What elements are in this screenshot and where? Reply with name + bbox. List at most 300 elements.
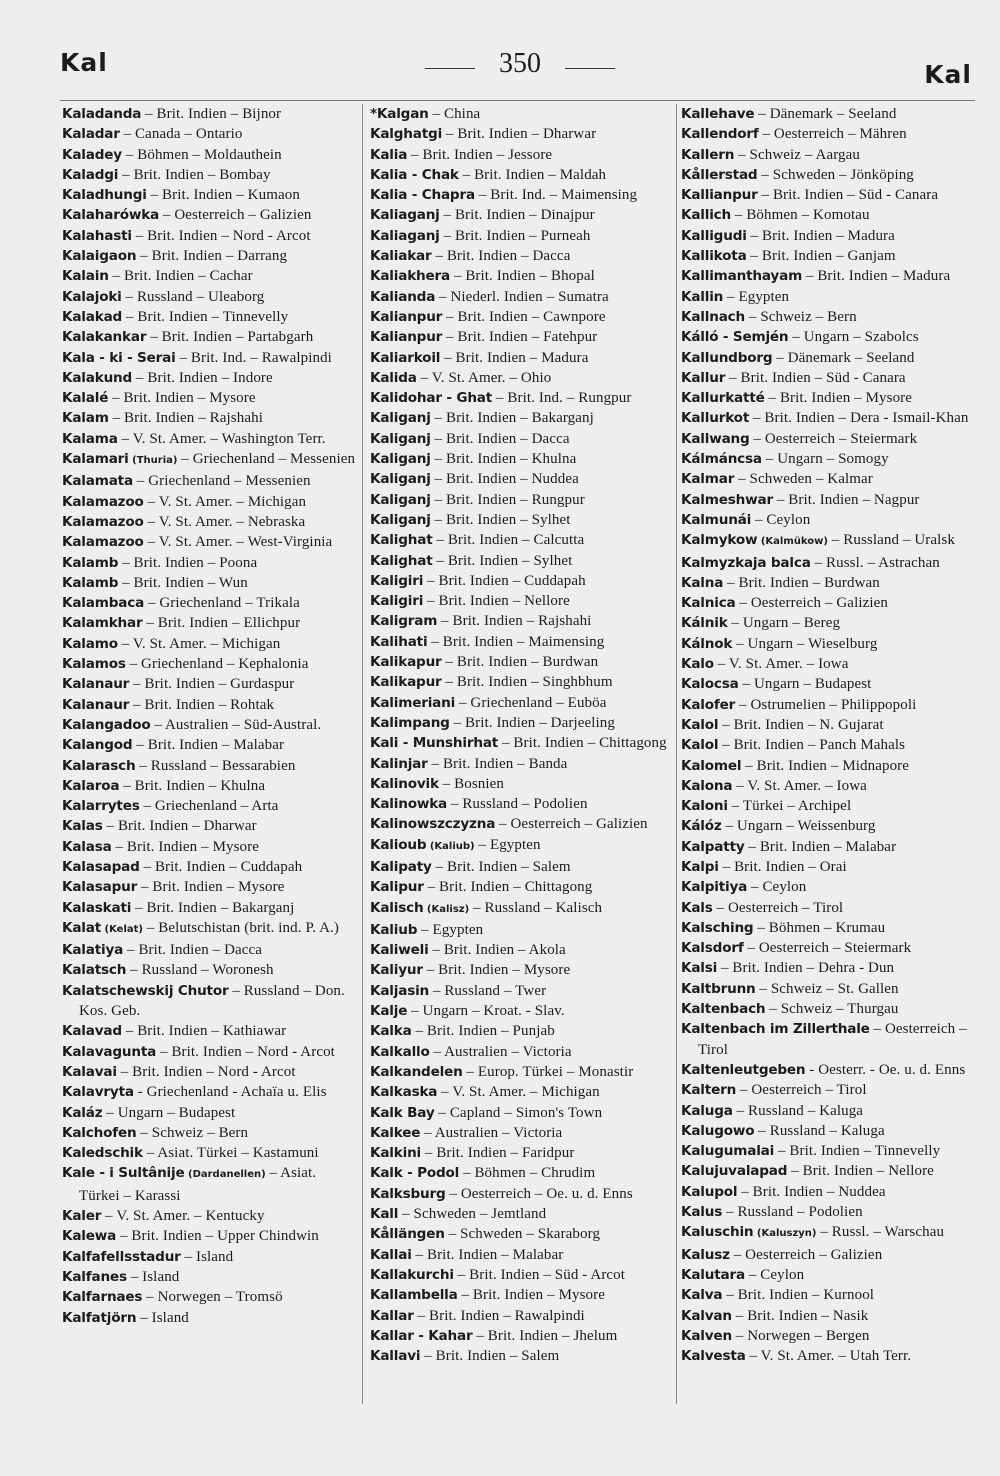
gazetteer-entry [370, 165, 672, 185]
entry-location: – Belutschistan (brit. ind. P. A.) [142, 919, 339, 936]
entry-name: Kalalé [62, 390, 109, 407]
entry-location: – Brit. Indien – Nagpur [772, 491, 920, 508]
gazetteer-entry [62, 1247, 358, 1267]
entry-location: – Oesterreich – Tirol [712, 899, 844, 916]
gazetteer-entry [681, 837, 974, 857]
entry-location: – Oesterreich – Tirol [736, 1082, 867, 1099]
entry-name: Kaliganj [370, 451, 431, 468]
entry-location: – Griechenland – Arta [139, 798, 279, 815]
entry-name: Kalomel [681, 757, 742, 774]
entry-name: Kaltenbach im Zillerthale [681, 1021, 870, 1038]
entry-location: – Canada – Ontario [119, 126, 243, 143]
gazetteer-entry [681, 1245, 974, 1265]
entry-location: – Brit. Indien – Panch Mahals [718, 737, 906, 754]
entry-name: Kalamb [62, 574, 119, 591]
entry-location: – Brit. Indien – Dinajpur [439, 207, 595, 224]
entry-location: – Brit. Indien – Nord - Arcot [116, 1063, 296, 1080]
entry-location: – Brit. Indien – Rajshahi [437, 613, 592, 630]
entry-location: – Brit. Indien – Dharwar [442, 126, 597, 143]
gazetteer-entry [370, 940, 672, 960]
gazetteer-entry [681, 1346, 974, 1366]
entry-name: Kalasapad [62, 858, 140, 875]
gazetteer-entry [370, 185, 672, 205]
entry-location: – Brit. Indien – Punjab [411, 1023, 555, 1040]
entry-location: – Brit. Indien – Sylhet [430, 511, 571, 528]
entry-name: Kallundborg [681, 349, 773, 366]
gazetteer-entry [62, 695, 358, 715]
entry-name: Kalipaty [370, 858, 432, 875]
entry-location: – Norwegen – Bergen [731, 1327, 870, 1344]
entry-location: – Ceylon [751, 511, 811, 528]
gazetteer-entry [62, 960, 358, 980]
gazetteer-entry [681, 1285, 974, 1305]
gazetteer-entry [681, 165, 974, 185]
entry-name: Kalkaska [370, 1084, 438, 1101]
entry-name: Kaliganj [370, 491, 431, 508]
gazetteer-entry [681, 348, 974, 368]
entry-location: – Ceylon [747, 879, 807, 896]
entry-name: Kalsching [681, 919, 754, 936]
column-3 [681, 104, 974, 1366]
entry-name: Kallai [370, 1246, 412, 1263]
entry-location: – V. St. Amer. – Michigan [117, 635, 281, 652]
gazetteer-entry [681, 1060, 974, 1080]
entry-name: Kalia - Chapra [370, 187, 475, 204]
header-left-catchword: Kal [60, 48, 108, 77]
gazetteer-entry [370, 1103, 672, 1123]
gazetteer-entry [681, 958, 974, 978]
entry-location: – Schweiz – Thurgau [765, 1001, 899, 1018]
entry-location: – V. St. Amer. – Nebraska [143, 513, 306, 530]
gazetteer-entry [370, 981, 672, 1001]
gazetteer-entry [370, 1062, 672, 1082]
entry-location: – Brit. Indien – Mysore [137, 879, 285, 896]
entry-name: Kaler [62, 1208, 102, 1225]
entry-name: Kalatiya [62, 942, 124, 959]
gazetteer-entry [62, 145, 358, 165]
entry-name: Kalfafellsstadur [62, 1248, 181, 1265]
gazetteer-entry [681, 1019, 974, 1060]
entry-name: Kalven [681, 1327, 732, 1344]
entry-location: – Brit. Indien – Upper Chindwin [116, 1228, 319, 1245]
gazetteer-entry [62, 796, 358, 816]
gazetteer-entry [370, 1001, 672, 1021]
gazetteer-entry [681, 1161, 974, 1181]
entry-alt-name: (Kelat) [101, 923, 143, 935]
entry-location: – Russland – Kaluga [732, 1102, 864, 1119]
page-header [0, 46, 1000, 90]
gazetteer-entry [681, 449, 974, 469]
entry-location: – Türkei – Archipel [727, 798, 852, 815]
entry-location: – Brit. Indien – Salem [420, 1348, 560, 1365]
gazetteer-entry [681, 408, 974, 428]
gazetteer-entry [681, 246, 974, 266]
entry-location: – Böhmen – Komotau [731, 207, 870, 224]
entry-location: – Brit. Indien – Cuddapah [423, 572, 586, 589]
entry-name: Kallar [370, 1307, 414, 1324]
entry-location: – Griechenland – Trikala [144, 595, 300, 612]
gazetteer-entry [370, 1184, 672, 1204]
entry-name: Kalinowka [370, 796, 448, 813]
page-number: 350 [499, 48, 541, 79]
gazetteer-entry [370, 898, 672, 920]
entry-location: – Ostrumelien – Philippopoli [735, 696, 917, 713]
entry-location: – Oesterreich – Galizien [159, 207, 312, 224]
gazetteer-entry [681, 816, 974, 836]
entry-name: Kalupol [681, 1183, 738, 1200]
entry-location: – Brit. Indien – Partabgarh [146, 329, 314, 346]
gazetteer-entry [62, 512, 358, 532]
entry-location: – China [428, 106, 481, 122]
entry-location: – Russland – Podolien [722, 1204, 863, 1221]
entry-location: – Brit. Indien – Bombay [118, 166, 271, 183]
entry-name: Kalo [681, 656, 714, 673]
gazetteer-entry [370, 287, 672, 307]
gazetteer-entry [681, 307, 974, 327]
gazetteer-entry [681, 1080, 974, 1100]
entry-location: – Ungarn – Somogy [761, 451, 889, 468]
entry-name: Kala - ki - Serai [62, 349, 176, 366]
gazetteer-entry [62, 388, 358, 408]
entry-name: Kaliganj [370, 430, 431, 447]
entry-name: Kalmar [681, 471, 735, 488]
entry-name: Kalugumalai [681, 1143, 775, 1160]
gazetteer-entry [62, 1287, 358, 1307]
gazetteer-entry [370, 611, 672, 631]
entry-name: Kalahasti [62, 227, 132, 244]
entry-location: – Brit. Indien – Faridpur [421, 1145, 575, 1162]
entry-name: Kalaskati [62, 899, 132, 916]
entry-location: – Brit. Indien – Chittagong [498, 735, 667, 752]
entry-name: Kalavad [62, 1023, 122, 1040]
entry-location: – Griechenland – Messenien [177, 451, 356, 468]
gazetteer-entry [370, 1326, 672, 1346]
gazetteer-entry [62, 877, 358, 897]
entry-name: Kalarrytes [62, 798, 140, 815]
entry-name: Kalasapur [62, 879, 138, 896]
entry-name: Kaligiri [370, 593, 424, 610]
entry-location: – Brit. Ind. – Rungpur [492, 390, 632, 407]
entry-name: Kalva [681, 1287, 723, 1304]
entry-name: Kalk Bay [370, 1104, 435, 1121]
gazetteer-entry [370, 857, 672, 877]
entry-location: – Brit. Indien – Nuddea [737, 1183, 886, 1200]
gazetteer-entry [62, 492, 358, 512]
entry-name: Kalligudi [681, 227, 747, 244]
entry-name: Kaliganj [370, 471, 431, 488]
gazetteer-entry [681, 654, 974, 674]
gazetteer-entry [62, 1123, 358, 1143]
gazetteer-entry [62, 634, 358, 654]
gazetteer-entry [681, 104, 974, 124]
entry-location: – Ungarn – Szabolcs [788, 329, 919, 346]
entry-location: - Griechenland - Achaïa u. Elis [133, 1084, 327, 1101]
entry-name: Kalmykow [681, 532, 758, 549]
entry-location: – Brit. Indien – Salem [431, 858, 571, 875]
entry-name: Kalinovik [370, 775, 439, 792]
gazetteer-entry [370, 960, 672, 980]
gazetteer-entry [370, 348, 672, 368]
gazetteer-entry [681, 226, 974, 246]
gazetteer-entry [370, 1082, 672, 1102]
entry-location: – Egypten [417, 921, 484, 938]
header-right-catchword: Kal [924, 60, 972, 89]
gazetteer-entry [370, 591, 672, 611]
entry-name: Kalk - Podol [370, 1165, 460, 1182]
entry-name: Kalinjar [370, 755, 428, 772]
entry-location: – Bosnien [438, 775, 504, 792]
entry-name: Kalje [370, 1003, 408, 1020]
entry-name: Kaláz [62, 1104, 103, 1121]
entry-name: Kaltenbach [681, 1001, 766, 1018]
entry-name: Kalianda [370, 288, 436, 305]
gazetteer-entry [370, 449, 672, 469]
gazetteer-entry [681, 185, 974, 205]
entry-location: – Brit. Indien – Sylhet [432, 552, 573, 569]
gazetteer-entry [62, 593, 358, 613]
entry-name: Kalfarnaes [62, 1289, 143, 1306]
entry-name: Kals [681, 899, 713, 916]
gazetteer-entry [370, 1123, 672, 1143]
entry-name: Kalamazoo [62, 513, 144, 530]
entry-location: – Brit. Indien – Rawalpindi [413, 1307, 585, 1324]
entry-location: – V. St. Amer. – Iowa [713, 656, 849, 673]
gazetteer-entry [370, 388, 672, 408]
gazetteer-entry [62, 1226, 358, 1246]
gazetteer-entry [681, 1326, 974, 1346]
entry-location: – Brit. Indien – Bhopal [450, 268, 595, 285]
entry-name: Kaliub [370, 921, 418, 938]
entry-location: – Brit. Indien – Rungpur [430, 491, 585, 508]
gazetteer-entry [62, 898, 358, 918]
entry-location: – Brit. Indien – Ellichpur [142, 615, 301, 632]
entry-name: Kalanaur [62, 696, 130, 713]
entry-name: Kalipur [370, 879, 424, 896]
entry-name: Kallern [681, 146, 735, 163]
gazetteer-entry [370, 1143, 672, 1163]
entry-name: Kalioub [370, 836, 427, 853]
gazetteer-entry [62, 205, 358, 225]
entry-location: – Brit. Indien – Tinnevelly [774, 1143, 941, 1160]
entry-name: Kalanaur [62, 676, 130, 693]
entry-name: Kalusz [681, 1246, 730, 1263]
entry-name: Kaladhungi [62, 187, 147, 204]
entry-location: – Brit. Indien – Maldah [458, 166, 607, 183]
gazetteer-entry [62, 124, 358, 144]
entry-location: – Schweden – Jemtland [398, 1206, 547, 1223]
entry-name: Kálnik [681, 615, 728, 632]
entry-name: Kali - Munshirhat [370, 735, 499, 752]
gazetteer-entry [681, 1306, 974, 1326]
entry-location: – V. St. Amer. – Kentucky [101, 1208, 265, 1225]
entry-name: Kalikapur [370, 674, 442, 691]
gazetteer-entry [681, 756, 974, 776]
entry-name: Kalol [681, 737, 719, 754]
entry-location: – Brit. Indien – Wun [118, 574, 248, 591]
gazetteer-entry [370, 754, 672, 774]
entry-location: – Brit. Indien – N. Gujarat [718, 716, 884, 733]
entry-name: Kaljasin [370, 982, 430, 999]
entry-location: – Schweiz – Bern [136, 1124, 249, 1141]
gazetteer-entry [62, 266, 358, 286]
gazetteer-entry [62, 776, 358, 796]
entry-name: Kalus [681, 1204, 723, 1221]
gazetteer-entry [62, 348, 358, 368]
entry-name: Kallakurchi [370, 1266, 454, 1283]
entry-name: Kalona [681, 777, 733, 794]
gazetteer-entry [681, 287, 974, 307]
gazetteer-entry [62, 857, 358, 877]
entry-name: Kalamo [62, 635, 118, 652]
entry-name: Kaliganj [370, 410, 431, 427]
gazetteer-entry [370, 1021, 672, 1041]
entry-location: – Australien – Victoria [420, 1124, 563, 1141]
entry-location: – V. St. Amer. – Utah Terr. [745, 1348, 912, 1365]
gazetteer-entry [62, 246, 358, 266]
gazetteer-entry [370, 652, 672, 672]
entry-location: – V. St. Amer. – Michigan [437, 1084, 600, 1101]
gazetteer-entry [370, 510, 672, 530]
entry-location: – Griechenland – Euböa [455, 694, 607, 711]
entry-name: Kalksburg [370, 1185, 446, 1202]
entry-name: Kalamos [62, 656, 126, 673]
entry-location: – V. St. Amer. – Iowa [732, 777, 867, 794]
gazetteer-entry [370, 530, 672, 550]
entry-name: Kalatschewskij Chutor [62, 982, 229, 999]
gazetteer-entry [681, 124, 974, 144]
entry-location: – Brit. Indien – Süd - Canara [725, 369, 906, 386]
gazetteer-entry [62, 654, 358, 674]
entry-location: – Brit. Indien – Mysore [422, 962, 571, 979]
entry-alt-name: (Dardanellen) [184, 1169, 266, 1181]
entry-name: Kaliakhera [370, 268, 451, 285]
entry-name: Kalpatty [681, 838, 745, 855]
entry-location: – Island [136, 1309, 189, 1326]
entry-location: – Egypten [723, 288, 790, 305]
entry-location: – Brit. Indien – Süd - Canara [757, 187, 939, 204]
entry-location: – Brit. Indien – Poona [118, 554, 258, 571]
entry-location: – Brit. Indien – Midnapore [741, 757, 910, 774]
entry-name: Kallurkatté [681, 390, 765, 407]
gazetteer-entry [62, 981, 358, 1022]
entry-location: – Schweiz – Bern [745, 308, 857, 325]
gazetteer-entry [370, 429, 672, 449]
entry-name: Kaliyur [370, 962, 423, 979]
gazetteer-entry [370, 571, 672, 591]
entry-name: Kallikota [681, 248, 747, 265]
entry-name: Kalianpur [370, 308, 443, 325]
gazetteer-entry [370, 1346, 672, 1366]
entry-name: Kallar - Kahar [370, 1327, 473, 1344]
entry-name: Kalambaca [62, 595, 145, 612]
entry-name: Kaluschin [681, 1224, 754, 1241]
entry-location: – Schweiz – Aargau [734, 146, 860, 163]
entry-location: – Brit. Indien – Khulna [119, 777, 266, 794]
entry-name: Kalighat [370, 532, 433, 549]
entry-name: Kalidohar - Ghat [370, 390, 493, 407]
entry-location: – Brit. Indien – Nellore [423, 593, 570, 610]
entry-location: – Brit. Indien – Dharwar [102, 818, 257, 835]
gazetteer-entry [681, 593, 974, 613]
entry-location: – Brit. Indien – Madura [802, 268, 951, 285]
entry-name: Kaluga [681, 1102, 733, 1119]
gazetteer-entry [370, 266, 672, 286]
entry-location: – Brit. Indien – Jhelum [472, 1327, 618, 1344]
entry-name: Kalatsch [62, 962, 127, 979]
gazetteer-entry [62, 918, 358, 940]
entry-location: – Brit. Indien – Calcutta [432, 532, 585, 549]
gazetteer-entry [681, 735, 974, 755]
entry-location: – Brit. Indien – Bakarganj [430, 410, 594, 427]
gazetteer-entry [681, 469, 974, 489]
entry-name: Kalamazoo [62, 493, 144, 510]
entry-name: Kalakund [62, 369, 133, 386]
entry-name: Kalewa [62, 1228, 117, 1245]
gazetteer-entry [370, 1245, 672, 1265]
entry-name: Kalmyzkaja balca [681, 554, 811, 571]
entry-name: Kaliweli [370, 942, 429, 959]
entry-name: Kall [370, 1206, 399, 1223]
entry-location: – V. St. Amer. – West-Virginia [143, 534, 333, 551]
entry-name: Kalghatgi [370, 126, 443, 143]
entry-name: Kalamkhar [62, 615, 143, 632]
entry-location: – Griechenland – Kephalonia [125, 656, 309, 673]
entry-name: Kalnica [681, 595, 736, 612]
entry-location: – Ungarn – Bereg [727, 615, 841, 632]
entry-name: Kaliaganj [370, 207, 440, 224]
entry-name: Kalikapur [370, 654, 442, 671]
entry-location: – Ungarn – Kroat. - Slav. [407, 1003, 565, 1020]
gazetteer-entry [681, 1222, 974, 1244]
entry-location: – Brit. Ind. – Rawalpindi [175, 349, 332, 366]
entry-name: Kaltenleutgeben [681, 1061, 806, 1078]
entry-name: Kållängen [370, 1226, 445, 1243]
gazetteer-entry [681, 266, 974, 286]
gazetteer-entry [62, 185, 358, 205]
entry-location: – Schweden – Skaraborg [444, 1226, 601, 1243]
entry-location: – Australien – Victoria [429, 1043, 572, 1060]
gazetteer-entry [62, 471, 358, 491]
entry-location: – Brit. Indien – Chittagong [423, 879, 593, 896]
entry-name: *Kalgan [370, 106, 429, 122]
entry-name: Kalia - Chak [370, 166, 459, 183]
entry-name: Kalavagunta [62, 1043, 157, 1060]
gazetteer-entry [370, 205, 672, 225]
gazetteer-entry [681, 490, 974, 510]
entry-location: – Egypten [474, 836, 541, 853]
entry-name: Kale - i Sultânije [62, 1165, 185, 1182]
entry-location: – Brit. Indien – Nellore [787, 1163, 934, 1180]
gazetteer-entry [681, 1182, 974, 1202]
gazetteer-entry [62, 429, 358, 449]
entry-location: – Russland – Kalisch [469, 899, 603, 916]
gazetteer-entry [62, 449, 358, 471]
gazetteer-entry [62, 816, 358, 836]
entry-name: Kalinowszczyzna [370, 816, 496, 833]
gazetteer-entry [681, 613, 974, 633]
entry-name: Kalvan [681, 1307, 732, 1324]
entry-location: - Oesterr. - Oe. u. d. Enns [805, 1061, 966, 1078]
entry-name: Kallur [681, 369, 726, 386]
entry-location: – Brit. Indien – Dehra - Dun [717, 960, 895, 977]
entry-name: Kalavai [62, 1063, 117, 1080]
entry-alt-name: (Kalisz) [423, 903, 470, 915]
entry-location: – Brit. Indien – Maimensing [427, 633, 605, 650]
entry-location: – Brit. Indien – Burdwan [723, 574, 880, 591]
gazetteer-entry [370, 1204, 672, 1224]
entry-location: – Brit. Indien – Bijnor [141, 106, 282, 122]
entry-location: – Brit. Indien – Rohtak [129, 696, 275, 713]
